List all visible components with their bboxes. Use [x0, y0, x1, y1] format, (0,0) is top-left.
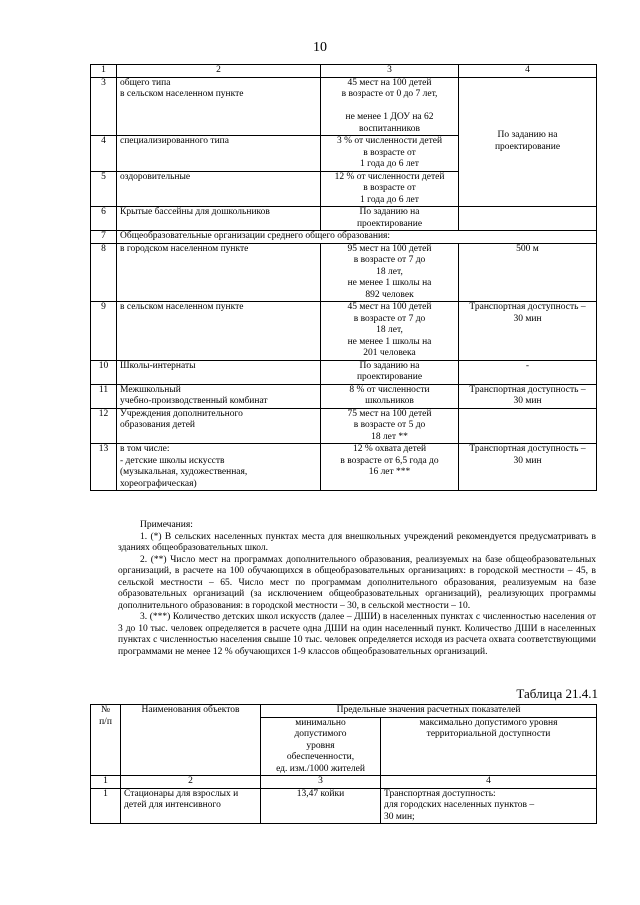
- col-num-4: 4: [381, 776, 597, 789]
- norm-value: По заданию на проектирование: [321, 360, 459, 384]
- col-num-2: 2: [121, 776, 261, 789]
- row-number: 4: [91, 136, 117, 172]
- note-2: 2. (**) Число мест на программах дополнительного образования, реализуемых на базе общеобразовательных организаций, в расчете на 100 обучающихся в общеобразовательных организациях: в городской местности – 45, в сельской местности – 65. Число мест по программам дополнительного образования, реализуемым на базе образовательных организаций (за исключением общеобразовательных организаций), реализующих программы дополнительного образования: в городской местности – 30, в сельской местности – 10.: [118, 554, 596, 611]
- table-row: [91, 207, 597, 231]
- object-name: в городском населенном пункте: [117, 243, 321, 302]
- row-number: 11: [91, 384, 117, 408]
- norm-value: 45 мест на 100 детей в возрасте от 0 до 7 лет, не менее 1 ДОУ на 62 воспитанников: [321, 77, 459, 136]
- row-number: 6: [91, 207, 117, 231]
- access-value: Транспортная доступность – 30 мин: [459, 302, 597, 361]
- col-num-3: 3: [321, 65, 459, 78]
- access-value: Транспортная доступность – 30 мин: [459, 444, 597, 491]
- table-row: [91, 243, 597, 302]
- norm-value: 95 мест на 100 детей в возрасте от 7 до 18 лет, не менее 1 школы на 892 человек: [321, 243, 459, 302]
- table-row: [91, 788, 597, 824]
- norm-value: 12 % от численности детей в возрасте от 1 года до 6 лет: [321, 171, 459, 207]
- object-name: общего типа в сельском населенном пункте: [117, 77, 321, 136]
- notes-block: [118, 520, 596, 658]
- norm-value: 45 мест на 100 детей в возрасте от 7 до 18 лет, не менее 1 школы на 201 человека: [321, 302, 459, 361]
- object-name: Стационары для взрослых и детей для интенсивного: [121, 788, 261, 824]
- access-value: 500 м: [459, 243, 597, 302]
- table-row: [91, 302, 597, 361]
- note-1: 1. (*) В сельских населенных пунктах места для внешкольных учреждений рекомендуется предусматривать в зданиях общеобразовательных школ.: [118, 531, 596, 553]
- access-value: Транспортная доступность – 30 мин: [459, 384, 597, 408]
- row-number: 13: [91, 444, 117, 491]
- norm-value: По заданию на проектирование: [321, 207, 459, 231]
- norm-value: 8 % от численности школьников: [321, 384, 459, 408]
- table-header-row: [91, 65, 597, 78]
- table-row: [91, 384, 597, 408]
- object-name: Крытые бассейны для дошкольников: [117, 207, 321, 231]
- col-num-1: 1: [91, 776, 121, 789]
- head-max: максимально допустимого уровня территориальной доступности: [381, 717, 597, 776]
- table-hospitals: [90, 704, 597, 824]
- object-name: специализированного типа: [117, 136, 321, 172]
- access-value: [459, 77, 597, 207]
- col-num-4: 4: [459, 65, 597, 78]
- object-name: в сельском населенном пункте: [117, 302, 321, 361]
- section-title: Общеобразовательные организации среднего общего образования:: [117, 231, 597, 244]
- object-name: Учреждения дополнительного образования детей: [117, 408, 321, 444]
- head-min: минимально допустимого уровня обеспеченности, ед. изм./1000 жителей: [261, 717, 381, 776]
- notes-title: Примечания:: [140, 520, 193, 530]
- access-text: По заданию на проектирование: [494, 130, 561, 152]
- access-value: -: [459, 360, 597, 384]
- table-facilities: [90, 64, 597, 491]
- norm-value: 13,47 койки: [261, 788, 381, 824]
- access-value: Транспортная доступность: для городских населенных пунктов – 30 мин;: [381, 788, 597, 824]
- table-row: [91, 77, 597, 136]
- access-value: [459, 207, 597, 231]
- col-num-3: 3: [261, 776, 381, 789]
- row-number: 3: [91, 77, 117, 136]
- norm-value: 12 % охвата детей в возрасте от 6,5 года до 16 лет ***: [321, 444, 459, 491]
- table-row: [91, 231, 597, 244]
- object-name: Школы-интернаты: [117, 360, 321, 384]
- note-3: 3. (***) Количество детских школ искусств (далее – ДШИ) в населенных пунктах с численностью населения от 3 до 10 тыс. человек определяется в расчете одна ДШИ на один населенный пункт. Количество ДШИ в населенных пунктах с численностью населения свыше 10 тыс. человек определяется исходя из расчета охвата соответствующими программами не менее 12 % обучающихся 1-9 классов общеобразовательных организаций.: [118, 612, 596, 657]
- object-name: оздоровительные: [117, 171, 321, 207]
- table-row: [91, 360, 597, 384]
- norm-value: 3 % от численности детей в возрасте от 1 года до 6 лет: [321, 136, 459, 172]
- object-name: в том числе: - детские школы искусств (музыкальная, художественная, хореографическая): [117, 444, 321, 491]
- table-row: [91, 444, 597, 491]
- access-value: [459, 408, 597, 444]
- row-number: 5: [91, 171, 117, 207]
- row-number: 7: [91, 231, 117, 244]
- table2-num-row: [91, 776, 597, 789]
- row-number: 10: [91, 360, 117, 384]
- col-num-1: 1: [91, 65, 117, 78]
- row-number: 12: [91, 408, 117, 444]
- head-group: Предельные значения расчетных показателей: [261, 705, 597, 718]
- head-no: № п/п: [91, 705, 121, 776]
- object-name: Межшкольный учебно-производственный комбинат: [117, 384, 321, 408]
- col-num-2: 2: [117, 65, 321, 78]
- table2-header-row: [91, 705, 597, 718]
- table-caption: Таблица 21.4.1: [516, 686, 598, 701]
- page-number: 10: [313, 40, 327, 55]
- row-number: 1: [91, 788, 121, 824]
- table-row: [91, 408, 597, 444]
- norm-value: 75 мест на 100 детей в возрасте от 5 до 18 лет **: [321, 408, 459, 444]
- row-number: 8: [91, 243, 117, 302]
- head-name: Наименования объектов: [121, 705, 261, 776]
- row-number: 9: [91, 302, 117, 361]
